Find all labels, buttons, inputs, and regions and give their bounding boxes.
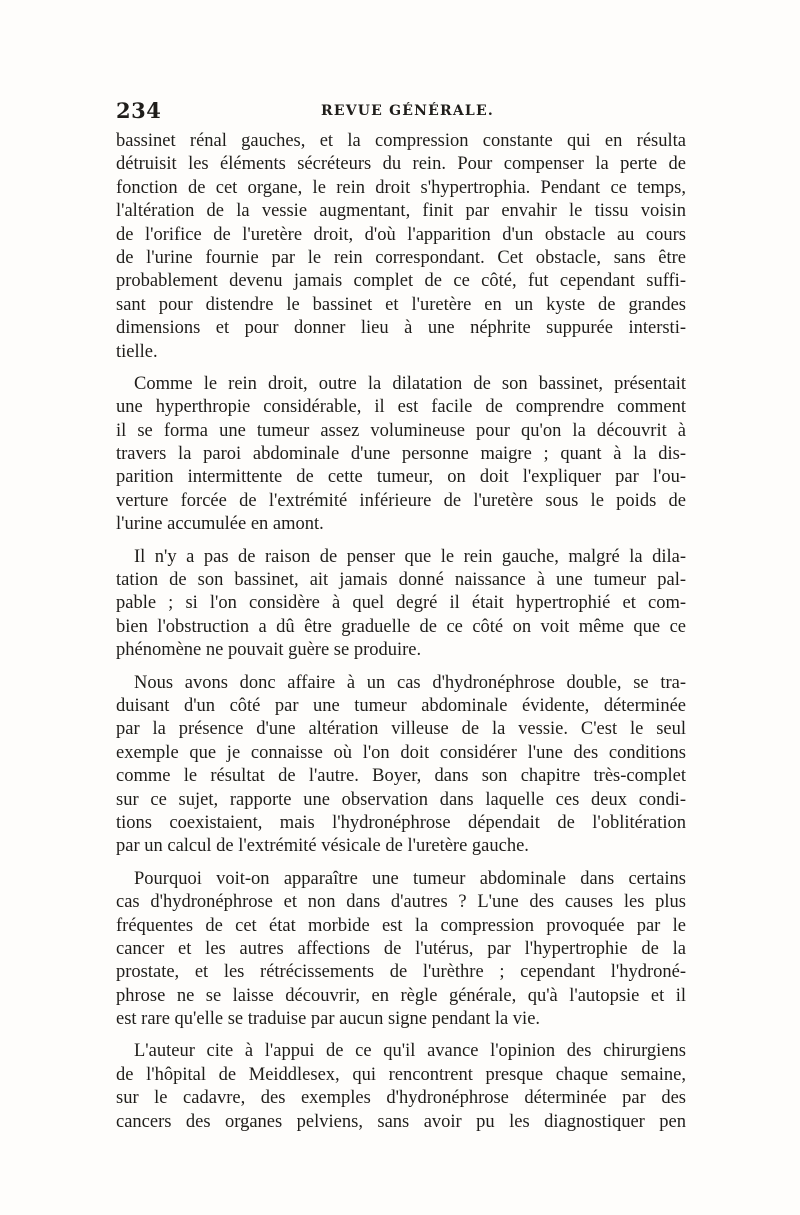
text-line: exemple que je connaisse où l'on doit considérer l'une des conditions bbox=[116, 742, 686, 763]
text-line: bassinet rénal gauches, et la compression constante qui en résulta bbox=[116, 131, 686, 151]
text-line: de l'urine fournie par le rein correspondant. Cet obstacle, sans être bbox=[116, 247, 686, 268]
text-line: par un calcul de l'extrémité vésicale de l'uretère gauche. bbox=[116, 836, 529, 857]
paragraph bbox=[116, 672, 686, 859]
text-line: tation de son bassinet, ait jamais donné naissance à une tumeur pal- bbox=[116, 570, 686, 591]
text-line: L'auteur cite à l'appui de ce qu'il avance l'opinion des chirurgiens bbox=[134, 1041, 686, 1062]
text-line: fréquentes de cet état morbide est la compression provoquée par le bbox=[116, 915, 686, 936]
text-line: Comme le rein droit, outre la dilatation de son bassinet, présentait bbox=[134, 373, 686, 394]
text-line: parition intermittente de cette tumeur, on doit l'expliquer par l'ou- bbox=[116, 467, 686, 488]
page-number: 234 bbox=[116, 98, 162, 123]
text-line: de l'orifice de l'uretère droit, d'où l'apparition d'un obstacle au cours bbox=[116, 224, 686, 245]
running-head: REVUE GÉNÉRALE. bbox=[321, 103, 494, 119]
text-line: Pourquoi voit-on apparaître une tumeur abdominale dans certains bbox=[134, 868, 686, 889]
text-line: phénomène ne pouvait guère se produire. bbox=[116, 640, 422, 661]
paragraph-gap bbox=[116, 1031, 686, 1040]
text-line: probablement devenu jamais complet de ce côté, fut cependant suffi- bbox=[116, 271, 686, 292]
page-header bbox=[116, 98, 686, 128]
text-line: Il n'y a pas de raison de penser que le rein gauche, malgré la dila- bbox=[134, 546, 686, 567]
text-line: bien l'obstruction a dû être graduelle de ce côté on voit même que ce bbox=[116, 616, 686, 637]
text-line: cancers des organes pelviens, sans avoir pu les diagnostiquer pen bbox=[116, 1111, 686, 1132]
text-line: sur le cadavre, des exemples d'hydronéphrose déterminée par des bbox=[116, 1088, 686, 1109]
paragraph bbox=[116, 868, 686, 1032]
paragraph bbox=[116, 130, 686, 364]
text-line: tions coexistaient, mais l'hydronéphrose dépendait de l'oblitération bbox=[116, 812, 686, 833]
paragraph bbox=[116, 546, 686, 663]
text-line: cancer et les autres affections de l'utérus, par l'hypertrophie de la bbox=[116, 938, 686, 959]
text-line: cas d'hydronéphrose et non dans d'autres ? L'une des causes les plus bbox=[116, 892, 686, 913]
text-line: phrose ne se laisse découvrir, en règle générale, qu'à l'autopsie et il bbox=[116, 985, 686, 1006]
text-line: verture forcée de l'extrémité inférieure de l'uretère sous le poids de bbox=[116, 490, 686, 511]
text-line: duisant d'un côté par une tumeur abdominale évidente, déterminée bbox=[116, 695, 686, 716]
text-line: dimensions et pour donner lieu à une néphrite suppurée intersti- bbox=[116, 318, 686, 339]
paragraph bbox=[116, 373, 686, 537]
text-line: pable ; si l'on considère à quel degré il était hypertrophié et com- bbox=[116, 593, 686, 614]
paragraph-gap bbox=[116, 663, 686, 672]
paragraph-gap bbox=[116, 859, 686, 868]
text-line: travers la paroi abdominale d'une personne maigre ; quant à la dis- bbox=[116, 444, 686, 465]
text-line: détruisit les éléments sécréteurs du rein. Pour compenser la perte de bbox=[116, 154, 686, 175]
text-line: Nous avons donc affaire à un cas d'hydronéphrose double, se tra- bbox=[134, 672, 686, 693]
text-line: sant pour distendre le bassinet et l'uretère en un kyste de grandes bbox=[116, 294, 686, 315]
text-line: est rare qu'elle se traduise par aucun signe pendant la vie. bbox=[116, 1009, 541, 1030]
text-line: l'urine accumulée en amont. bbox=[116, 514, 324, 535]
text-line: il se forma une tumeur assez volumineuse pour qu'on la découvrit à bbox=[116, 420, 686, 441]
paragraph-gap bbox=[116, 364, 686, 373]
text-line: une hyperthropie considérable, il est facile de comprendre comment bbox=[116, 397, 686, 418]
text-line: tielle. bbox=[116, 341, 158, 362]
paragraph bbox=[116, 1040, 686, 1134]
text-line: l'altération de la vessie augmentant, finit par envahir le tissu voisin bbox=[116, 201, 686, 222]
paragraph-gap bbox=[116, 537, 686, 546]
text-line: sur ce sujet, rapporte une observation dans laquelle ces deux condi- bbox=[116, 789, 686, 810]
text-line: comme le résultat de l'autre. Boyer, dans son chapitre très-complet bbox=[116, 766, 686, 787]
body-text bbox=[116, 130, 686, 1134]
text-line: par la présence d'une altération villeuse de la vessie. C'est le seul bbox=[116, 719, 686, 740]
text-line: prostate, et les rétrécissements de l'urèthre ; cependant l'hydroné- bbox=[116, 962, 686, 983]
text-line: fonction de cet organe, le rein droit s'hypertrophia. Pendant ce temps, bbox=[116, 177, 686, 198]
text-line: de l'hôpital de Meiddlesex, qui rencontrent presque chaque semaine, bbox=[116, 1064, 686, 1085]
